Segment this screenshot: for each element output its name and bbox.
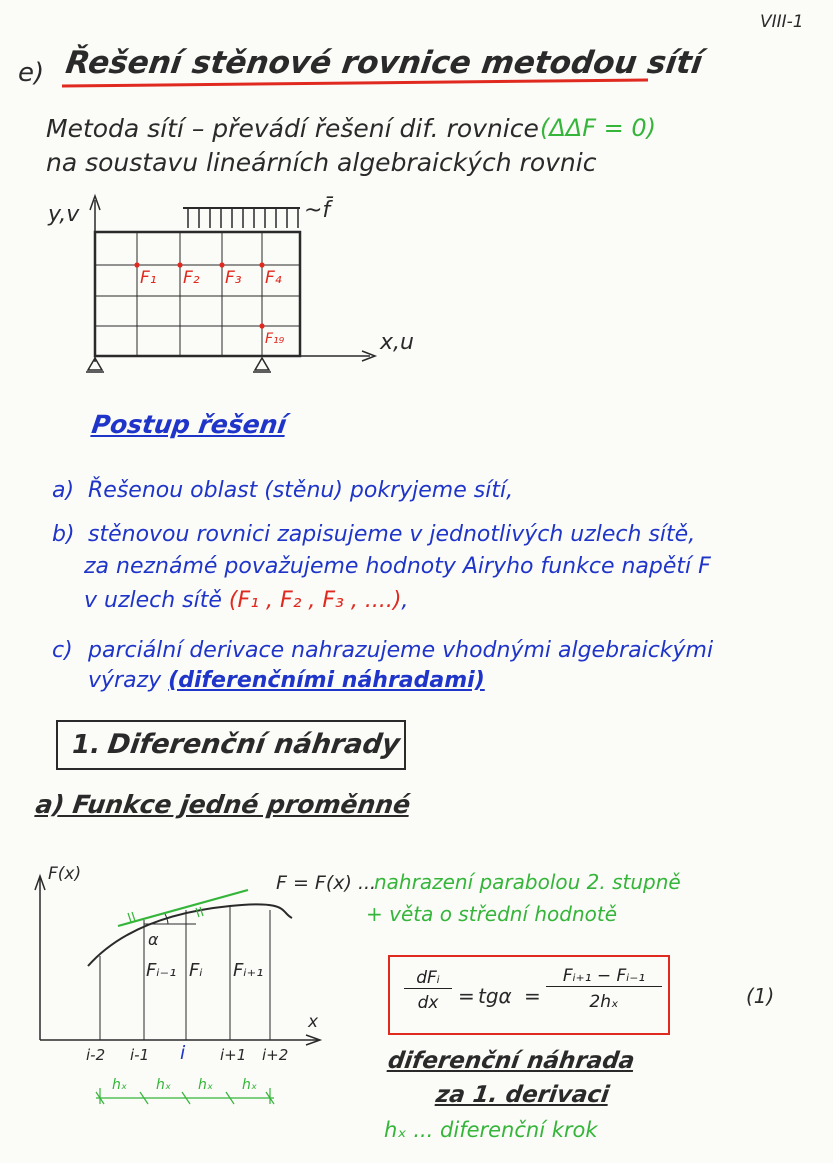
node-label-f4: F₄ bbox=[265, 268, 282, 288]
subsection-number: 1. bbox=[72, 730, 100, 760]
intro-line-1: Metoda sítí – převádí řešení dif. rovnice bbox=[46, 114, 539, 143]
formula-lhs bbox=[404, 968, 452, 1013]
step-note: ... diferenční krok bbox=[413, 1118, 598, 1142]
value-f-i-minus-1: Fᵢ₋₁ bbox=[146, 960, 177, 981]
tick-i: i bbox=[180, 1042, 186, 1064]
step-c-marker: c) bbox=[52, 638, 73, 663]
procedure-heading: Postup řešení bbox=[89, 410, 289, 439]
figure2-x-axis-label: x bbox=[308, 1012, 319, 1032]
value-f-i: Fᵢ bbox=[189, 960, 203, 981]
step-b-continuation-1: za neznámé považujeme hodnoty Airyho funkce napětí F bbox=[84, 554, 711, 579]
step-c-text-part: výrazy bbox=[88, 668, 162, 693]
step-a-text: Řešenou oblast (stěnu) pokryjeme sítí, bbox=[88, 478, 514, 503]
approx-line-1: nahrazení parabolou 2. stupně bbox=[374, 870, 681, 894]
step-b-unknowns: (F₁ , F₂ , F₃ , ....) bbox=[228, 588, 402, 613]
figure2-y-axis-label: F(x) bbox=[48, 864, 82, 884]
page-reference: VIII-1 bbox=[760, 12, 804, 32]
approx-lead: F = F(x) ... bbox=[276, 872, 377, 894]
step-b-comma: , bbox=[401, 588, 409, 613]
caption-line-1: diferenční náhrada bbox=[386, 1048, 637, 1074]
step-h-2: hₓ bbox=[156, 1077, 172, 1093]
caption-line-2: za 1. derivaci bbox=[434, 1082, 611, 1108]
alpha-label: α bbox=[148, 930, 159, 949]
step-b-marker: b) bbox=[52, 522, 75, 547]
value-f-i-plus-1: Fᵢ₊₁ bbox=[233, 960, 264, 981]
section-marker: e) bbox=[18, 58, 45, 88]
approx-line-2: + věta o střední hodnotě bbox=[366, 902, 618, 926]
tick-i-plus-2: i+2 bbox=[262, 1046, 289, 1064]
node-label-f3: F₃ bbox=[225, 268, 242, 288]
subsubsection-title: a) Funkce jedné proměnné bbox=[33, 790, 413, 819]
node-label-f2: F₂ bbox=[183, 268, 200, 288]
step-symbol: hₓ bbox=[384, 1118, 407, 1142]
formula-rhs-denominator: 2hₓ bbox=[589, 992, 619, 1012]
formula-rhs-numerator: Fᵢ₊₁ − Fᵢ₋₁ bbox=[546, 966, 662, 987]
tick-i-plus-1: i+1 bbox=[220, 1046, 247, 1064]
tick-i-minus-2: i-2 bbox=[86, 1046, 106, 1064]
formula-lhs-numerator: dFᵢ bbox=[404, 968, 452, 989]
formula-lhs-denominator: dx bbox=[417, 993, 439, 1013]
node-label-f19: F₁₉ bbox=[265, 331, 285, 347]
figure1-y-axis-label: y,v bbox=[48, 202, 80, 227]
formula-rhs bbox=[546, 966, 662, 1012]
step-h-3: hₓ bbox=[198, 1077, 214, 1093]
formula-tangent: tgα bbox=[478, 984, 512, 1008]
intro-line-2: na soustavu lineárních algebraických rovnic bbox=[46, 148, 597, 177]
intro-equation: (ΔΔF = 0) bbox=[540, 114, 657, 142]
subsection-title: Diferenční náhrady bbox=[105, 729, 402, 760]
tick-i-minus-1: i-1 bbox=[130, 1046, 150, 1064]
step-c-highlight: (diferenčními náhradami) bbox=[168, 668, 485, 693]
equation-number: (1) bbox=[746, 984, 775, 1008]
step-b-text-part: v uzlech sítě bbox=[84, 588, 222, 613]
figure1-x-axis-label: x,u bbox=[380, 330, 414, 355]
step-h-4: hₓ bbox=[242, 1077, 258, 1093]
formula-equals-1: = bbox=[458, 984, 475, 1008]
load-label: ~f̄ bbox=[304, 198, 331, 223]
step-b-text: stěnovou rovnici zapisujeme v jednotlivých uzlech sítě, bbox=[88, 522, 696, 547]
step-h-1: hₓ bbox=[112, 1077, 128, 1093]
step-definition bbox=[384, 1120, 598, 1141]
formula-equals-2: = bbox=[524, 984, 541, 1008]
section-title: Řešení stěnové rovnice metodou sítí bbox=[63, 45, 705, 81]
step-a-marker: a) bbox=[52, 478, 75, 503]
step-c-text: parciální derivace nahrazujeme vhodnými algebraickými bbox=[88, 638, 714, 663]
node-label-f1: F₁ bbox=[140, 268, 157, 288]
